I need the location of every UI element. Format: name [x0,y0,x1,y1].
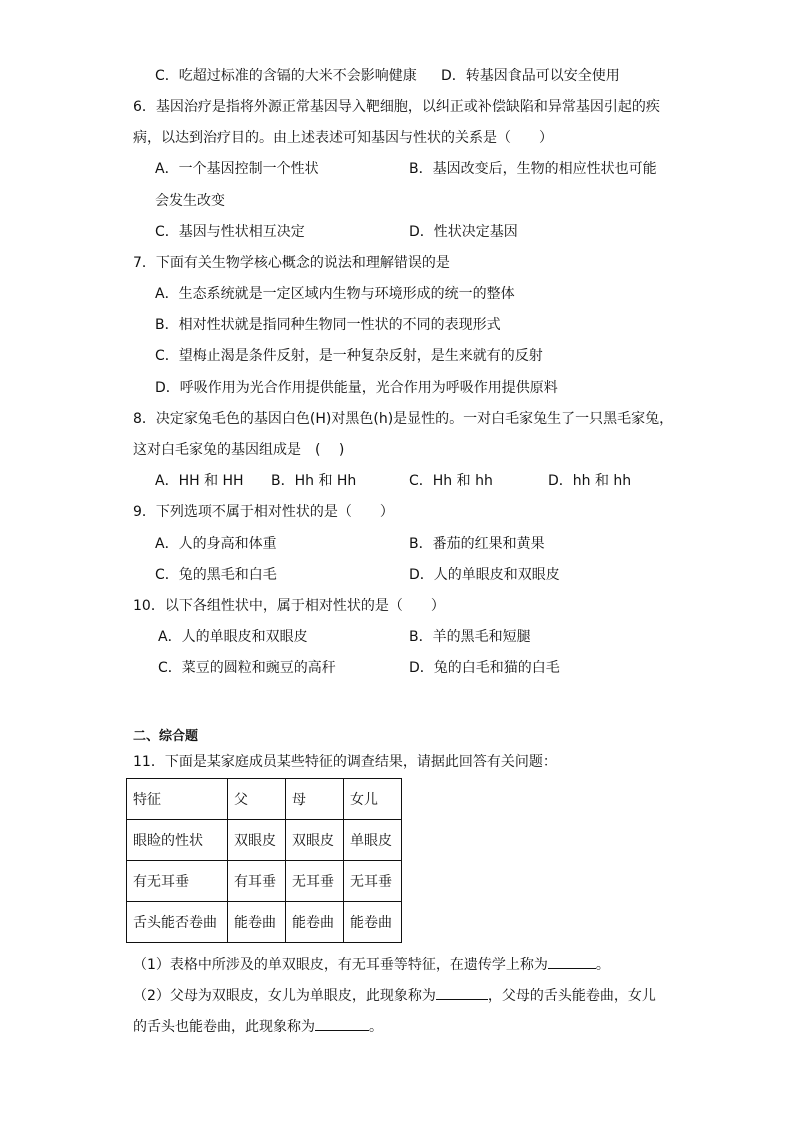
q7-option-b: B．相对性状就是指同种生物同一性状的不同的表现形式 [155,317,501,333]
q6-stem-line2: 病，以达到治疗目的。由上述表述可知基因与性状的关系是（ ） [133,130,553,146]
q6-option-b: B．基因改变后，生物的相应性状也可能 [409,161,657,177]
table-row [127,861,402,902]
q10-option-d: D．兔的白毛和猫的白毛 [409,660,560,676]
q6-option-d: D．性状决定基因 [409,224,518,240]
table-cell: 能卷曲 [344,902,402,943]
table-cell: 能卷曲 [286,902,344,943]
q9-option-c: C．兔的黑毛和白毛 [155,567,277,583]
table-cell: 单眼皮 [344,820,402,861]
answer-blank[interactable] [548,954,596,969]
q10-option-b: B．羊的黑毛和短腿 [409,629,531,645]
q9-option-d: D．人的单眼皮和双眼皮 [409,567,560,583]
q7-option-d: D．呼吸作用为光合作用提供能量，光合作用为呼吸作用提供原料 [155,380,558,396]
q8-stem-line1: 8．决定家兔毛色的基因白色(H)对黑色(h)是显性的。一对白毛家兔生了一只黑毛家兔， [133,411,674,427]
q10-option-c: C．菜豆的圆粒和豌豆的高秆 [158,660,336,676]
table-header-cell: 父 [228,779,286,820]
q11-sub2-line1 [133,985,656,1006]
section-heading: 二、综合题 [133,729,199,744]
q10-option-a: A．人的单眼皮和双眼皮 [158,629,308,645]
q11-sub1-text: （1）表格中所涉及的单双眼皮，有无耳垂等特征，在遗传学上称为 [133,957,548,973]
answer-blank[interactable] [315,1016,369,1031]
answer-blank[interactable] [436,985,488,1000]
q6-option-c: C．基因与性状相互决定 [155,224,305,240]
table-cell: 双眼皮 [286,820,344,861]
survey-table [126,778,402,943]
q8-option-d: D．hh 和 hh [548,473,632,489]
q11-sub2-text-c: 的舌头也能卷曲，此现象称为 [133,1019,315,1035]
q7-stem: 7．下面有关生物学核心概念的说法和理解错误的是 [133,255,450,271]
q5-option-d: D．转基因食品可以安全使用 [441,68,620,84]
table-row [127,820,402,861]
q8-stem-line2: 这对白毛家兔的基因组成是 ( ) [133,442,345,458]
q7-option-c: C．望梅止渴是条件反射，是一种复杂反射，是生来就有的反射 [155,348,543,364]
q7-option-a: A．生态系统就是一定区域内生物与环境形成的统一的整体 [155,286,515,302]
table-cell: 有无耳垂 [127,861,228,902]
q11-sub1 [133,954,610,975]
q8-option-a: A．HH 和 HH [155,473,244,489]
q9-option-a: A．人的身高和体重 [155,536,277,552]
q6-option-a: A．一个基因控制一个性状 [155,161,319,177]
q8-option-c: C．Hh 和 hh [409,473,493,489]
table-row [127,902,402,943]
q11-stem: 11．下面是某家庭成员某些特征的调查结果，请据此回答有关问题： [133,754,557,770]
q11-sub2-text-a: （2）父母为双眼皮，女儿为单眼皮，此现象称为 [133,988,436,1004]
table-header-row [127,779,402,820]
table-header-cell: 母 [286,779,344,820]
q11-sub2-text-b: ，父母的舌头能卷曲，女儿 [487,988,656,1004]
table-cell: 能卷曲 [228,902,286,943]
q6-option-b-cont: 会发生改变 [155,193,225,209]
q8-option-b: B．Hh 和 Hh [271,473,357,489]
q9-option-b: B．番茄的红果和黄果 [409,536,545,552]
q11-sub1-end: 。 [595,957,610,973]
table-cell: 无耳垂 [286,861,344,902]
table-cell: 舌头能否卷曲 [127,902,228,943]
q11-sub2-line2 [133,1016,383,1037]
q6-stem-line1: 6．基因治疗是指将外源正常基因导入靶细胞，以纠正或补偿缺陷和异常基因引起的疾 [133,99,660,115]
table-header-cell: 女儿 [344,779,402,820]
q10-stem: 10．以下各组性状中，属于相对性状的是（ ） [133,598,445,614]
table-cell: 有耳垂 [228,861,286,902]
q9-stem: 9．下列选项不属于相对性状的是（ ） [133,504,394,520]
table-cell: 眼睑的性状 [127,820,228,861]
table-cell: 无耳垂 [344,861,402,902]
q11-sub2-end: 。 [369,1019,383,1035]
table-header-cell: 特征 [127,779,228,820]
q5-option-c: C．吃超过标准的含镉的大米不会影响健康 [155,68,417,84]
table-cell: 双眼皮 [228,820,286,861]
